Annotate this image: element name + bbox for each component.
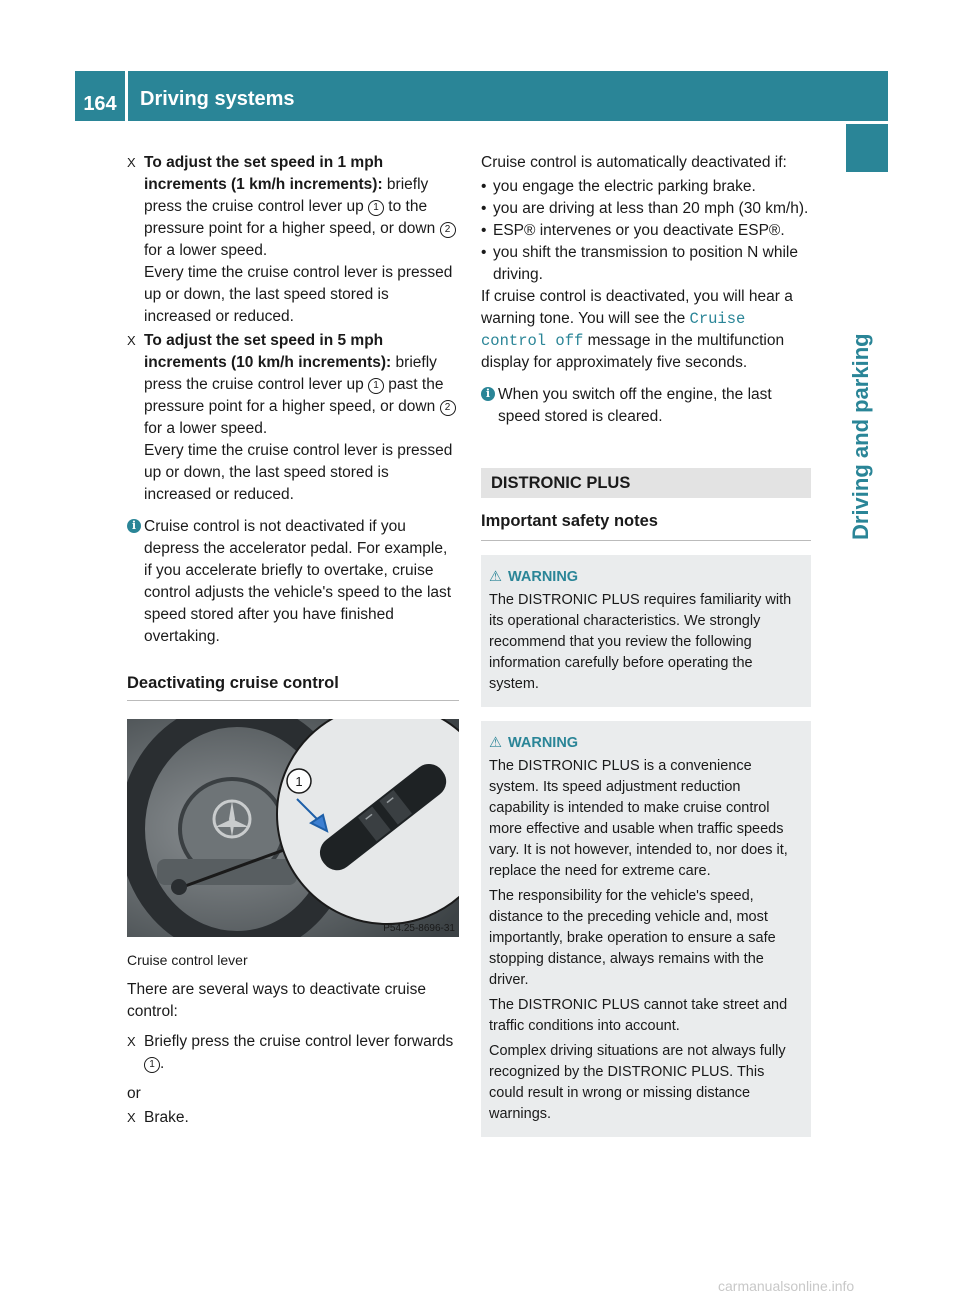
side-tab — [846, 124, 888, 172]
bullet-dot: • — [481, 178, 487, 195]
footer-watermark: carmanualsonline.info — [718, 1278, 855, 1294]
step-result: Every time the cruise control lever is pressed up or down, the last speed stored is increased or reduced. — [144, 264, 453, 325]
paragraph-text: If cruise control is deactivated, you will hear a warning tone. You will see the — [481, 288, 793, 327]
note-text: When you switch off the engine, the last speed stored is cleared. — [498, 386, 772, 425]
step-title: To adjust the set speed in 5 mph increments (10 km/h increments): — [144, 332, 392, 371]
warning-text: The DISTRONIC PLUS cannot take street and traffic conditions into account. — [489, 997, 788, 1034]
auto-deactivate-intro: Cruise control is automatically deactivated if: — [481, 154, 787, 171]
step-title: To adjust the set speed in 1 mph increments (1 km/h increments): — [144, 154, 384, 193]
steering-wheel-illustration — [127, 719, 459, 937]
bullet-item — [481, 198, 811, 220]
marker-1: 1 — [368, 378, 384, 394]
step-text: briefly press the cruise control lever up — [144, 354, 437, 393]
warning-text: Complex driving situations are not always fully recognized by the DISTRONIC PLUS. This could result in wrong or missing distance warnings. — [489, 1043, 786, 1122]
step-text: for a lower speed. — [144, 420, 268, 437]
bullet-text: you are driving at less than 20 mph (30 km/h). — [493, 200, 809, 217]
bullet-text: you shift the transmission to position N while driving. — [493, 244, 798, 283]
step-text: past the pressure point for a higher speed, or down — [144, 376, 444, 415]
page-number: 164 — [83, 93, 117, 115]
chapter-label: Driving and parking — [848, 333, 873, 540]
step-1 — [127, 152, 459, 328]
info-note — [481, 384, 811, 428]
info-note — [127, 516, 459, 648]
action-text: Briefly press the cruise control lever forwards — [144, 1033, 454, 1050]
warning-title — [489, 733, 803, 754]
step-text: to the pressure point for a higher speed, or down — [144, 198, 440, 237]
step-text: for a lower speed. — [144, 242, 268, 259]
deactivation-message — [481, 286, 811, 374]
warning-box-1 — [481, 555, 811, 707]
section-heading: DISTRONIC PLUS — [481, 468, 811, 498]
bullet-dot: • — [481, 200, 487, 217]
marker-2: 2 — [440, 222, 456, 238]
figure-caption: Cruise control lever — [127, 952, 248, 968]
step-arrow-icon: X — [127, 155, 136, 170]
subsection-heading: Important safety notes — [481, 510, 811, 541]
info-icon: i — [127, 519, 141, 533]
warning-triangle-icon: ⚠ — [489, 569, 502, 585]
bullet-dot: • — [481, 244, 487, 261]
action-text: . — [160, 1055, 165, 1072]
warning-triangle-icon: ⚠ — [489, 735, 502, 751]
or-text: or — [127, 1085, 141, 1102]
right-column — [481, 152, 811, 1137]
intro-text: There are several ways to deactivate cruise control: — [127, 981, 426, 1020]
header-divider — [125, 71, 128, 121]
warning-text: The DISTRONIC PLUS requires familiarity with its operational characteristics. We strongly recommend that you review the following information carefully before operating the system. — [489, 592, 792, 692]
action-text: Brake. — [144, 1109, 189, 1126]
bullet-text: ESP® intervenes or you deactivate ESP®. — [493, 222, 785, 239]
display-message: Cruise control off — [481, 310, 746, 350]
paragraph-text: message in the multifunction display for approximately five seconds. — [481, 332, 785, 371]
bullet-dot: • — [481, 222, 487, 239]
bullet-item — [481, 242, 811, 286]
warning-text: The DISTRONIC PLUS is a convenience system. Its speed adjustment reduction capability is intended to make cruise control more effective and usable when traffic speeds vary. It is not however, intended to, nor does it, replace the need for extreme care. — [489, 758, 788, 879]
info-icon: i — [481, 387, 495, 401]
bullet-item — [481, 176, 811, 198]
note-text: Cruise control is not deactivated if you depress the accelerator pedal. For example, if you accelerate briefly to overtake, cruise control adjusts the vehicle's speed to the last speed stored after you have finished overtaking. — [144, 518, 452, 645]
step-2 — [127, 330, 459, 506]
warning-title — [489, 567, 803, 588]
bullet-text: you engage the electric parking brake. — [493, 178, 756, 195]
marker-1: 1 — [144, 1057, 160, 1073]
bullet-item — [481, 220, 811, 242]
section-heading: Deactivating cruise control — [127, 672, 459, 701]
step-text: briefly press the cruise control lever up — [144, 176, 429, 215]
figure-marker-1: 1 — [295, 774, 303, 789]
warning-label: WARNING — [508, 735, 579, 751]
cruise-control-figure — [127, 719, 459, 937]
step-arrow-icon: X — [127, 333, 136, 348]
action-2 — [127, 1107, 459, 1129]
step-arrow-icon: X — [127, 1034, 136, 1049]
action-1 — [127, 1031, 459, 1075]
warning-label: WARNING — [508, 569, 579, 585]
step-arrow-icon: X — [127, 1110, 136, 1125]
figure-code: P54.25-8696-31 — [383, 923, 455, 934]
step-result: Every time the cruise control lever is pressed up or down, the last speed stored is increased or reduced. — [144, 442, 453, 503]
warning-text: The responsibility for the vehicle's speed, distance to the preceding vehicle and, most importantly, brake operation to ensure a safe stopping distance, always remains with the driver. — [489, 888, 776, 988]
marker-1: 1 — [368, 200, 384, 216]
page-title: Driving systems — [140, 88, 295, 110]
marker-2: 2 — [440, 400, 456, 416]
left-column — [127, 152, 459, 1131]
warning-box-2 — [481, 721, 811, 1137]
